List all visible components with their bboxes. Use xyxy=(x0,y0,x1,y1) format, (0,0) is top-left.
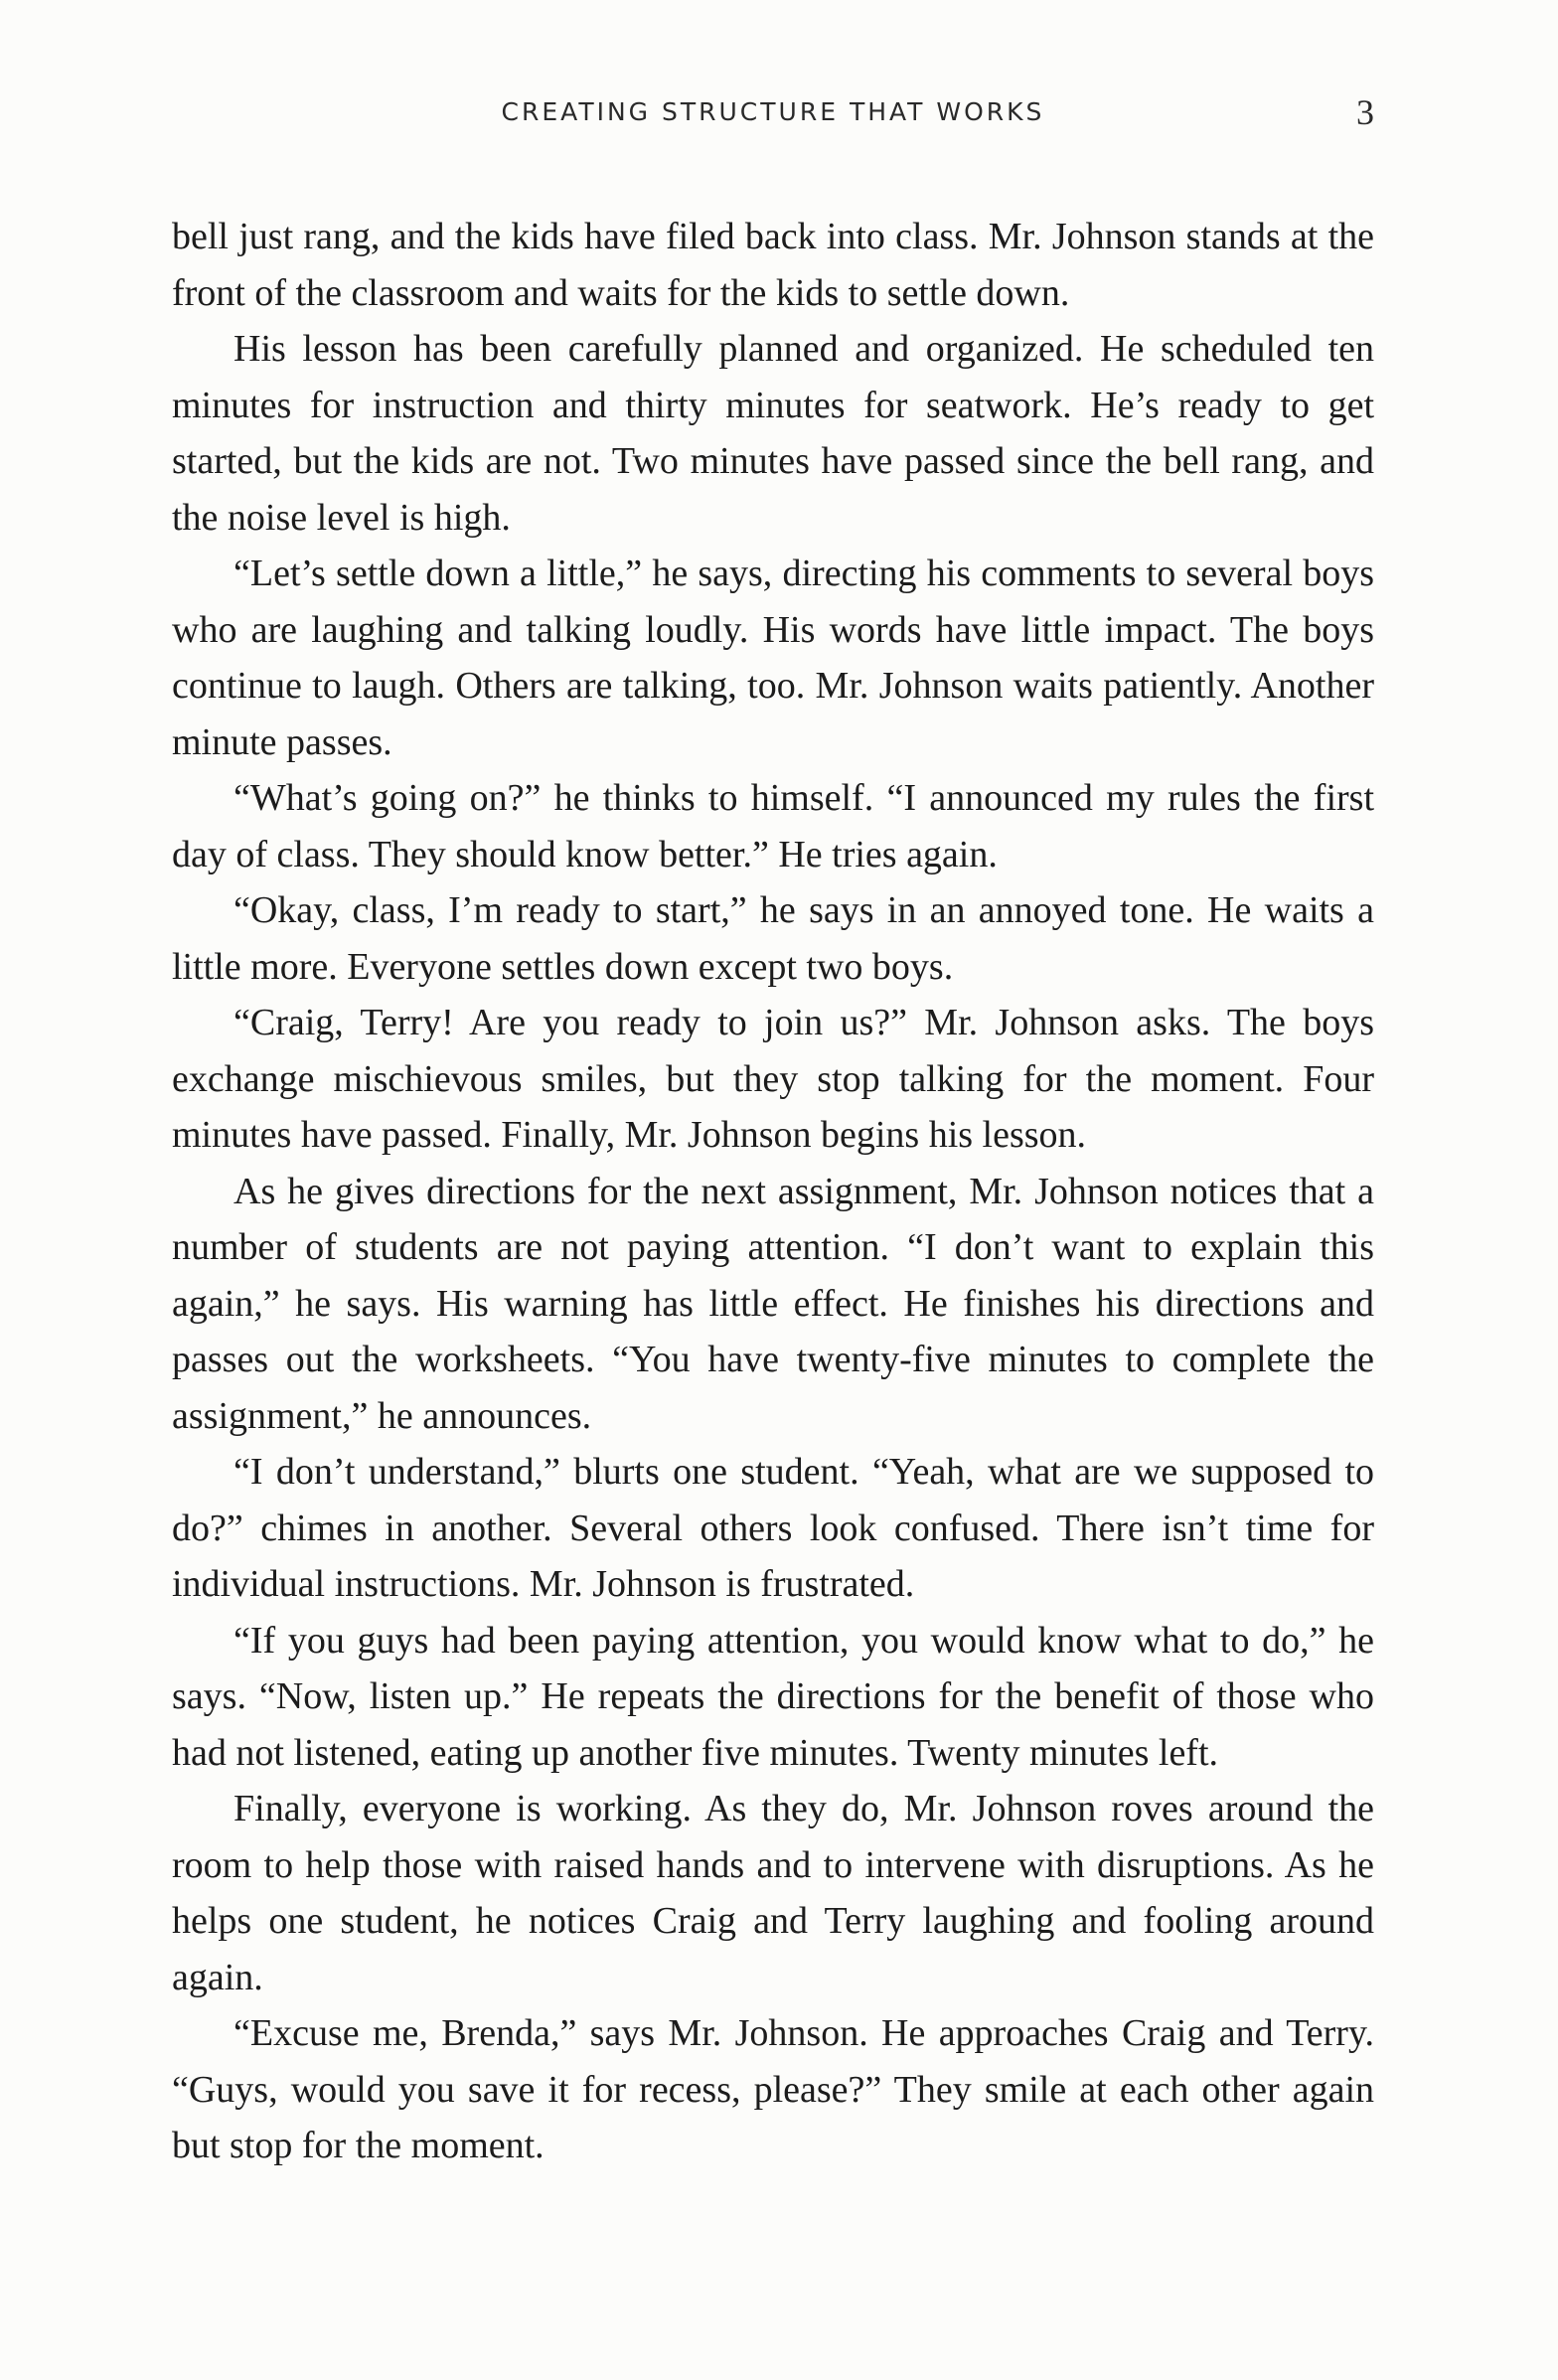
paragraph: bell just rang, and the kids have filed back into class. Mr. Johnson stands at the front of the classroom and waits for the kids to settle down. xyxy=(172,216,1374,314)
body-text xyxy=(172,209,1374,2174)
paragraph: His lesson has been carefully planned and organized. He scheduled ten minutes for instruction and thirty minutes for seatwork. He’s ready to get started, but the kids are not. Two minutes have passed since the bell rang, and the noise level is high. xyxy=(172,328,1374,539)
paragraph: As he gives directions for the next assignment, Mr. Johnson notices that a number of students are not paying attention. “I don’t want to explain this again,” he says. His warning has little effect. He finishes his directions and passes out the worksheets. “You have twenty-five minutes to complete the assignment,” he announces. xyxy=(172,1170,1374,1437)
page-number: 3 xyxy=(1356,92,1374,132)
paragraph: “If you guys had been paying attention, you would know what to do,” he says. “Now, listen up.” He repeats the directions for the benefit of those who had not listened, eating up another five minutes. Twenty minutes left. xyxy=(172,1619,1374,1774)
running-head xyxy=(172,91,1374,141)
paragraph: “Let’s settle down a little,” he says, directing his comments to several boys who are laughing and talking loudly. His words have little impact. The boys continue to laugh. Others are talking, too. Mr. Johnson waits patiently. Another minute passes. xyxy=(172,553,1374,763)
paragraph: “Okay, class, I’m ready to start,” he says in an annoyed tone. He waits a little more. Everyone settles down except two boys. xyxy=(172,889,1374,988)
paragraph: Finally, everyone is working. As they do, Mr. Johnson roves around the room to help those with raised hands and to intervene with disruptions. As he helps one student, he notices Craig and Terry laughing and fooling around again. xyxy=(172,1788,1374,1998)
paragraph: “Craig, Terry! Are you ready to join us?” Mr. Johnson asks. The boys exchange mischievous smiles, but they stop talking for the moment. Four minutes have passed. Finally, Mr. Johnson begins his lesson. xyxy=(172,1002,1374,1156)
paragraph: “Excuse me, Brenda,” says Mr. Johnson. He approaches Craig and Terry. “Guys, would you save it for recess, please?” They smile at each other again but stop for the moment. xyxy=(172,2012,1374,2166)
paragraph: “I don’t understand,” blurts one student. “Yeah, what are we supposed to do?” chimes in another. Several others look confused. There isn’t time for individual instructions. Mr. Johnson is frustrated. xyxy=(172,1451,1374,1605)
running-title: CREATING STRUCTURE THAT WORKS xyxy=(501,97,1045,126)
paragraph: “What’s going on?” he thinks to himself. “I announced my rules the first day of class. They should know better.” He tries again. xyxy=(172,777,1374,875)
